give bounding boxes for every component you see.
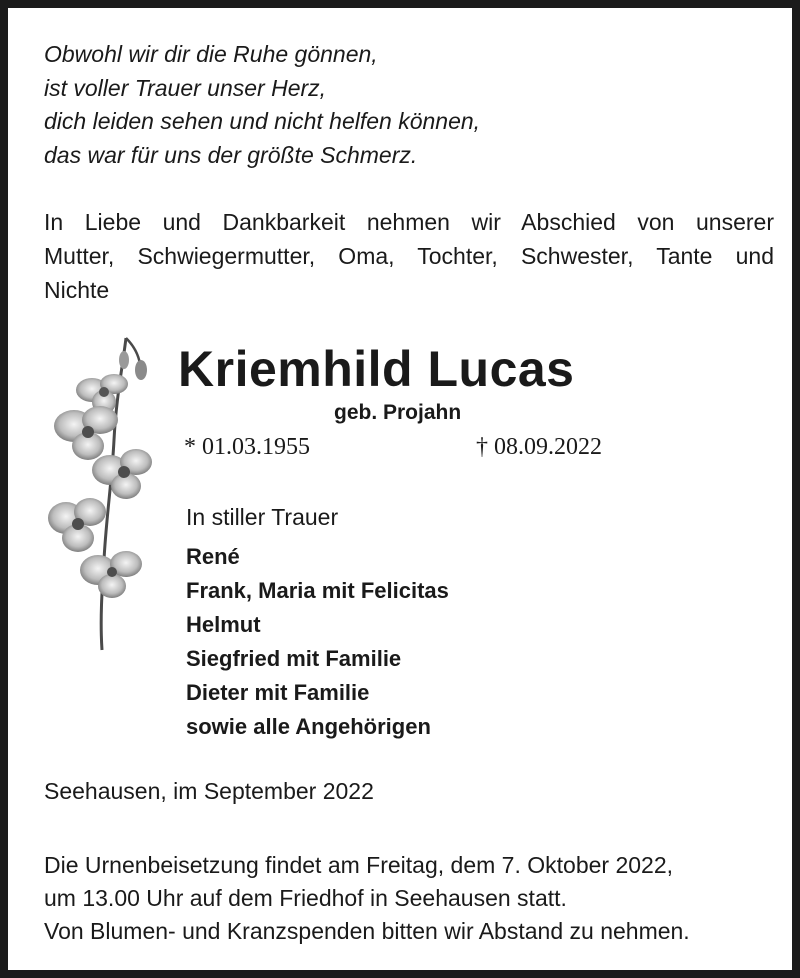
burial-line: um 13.00 Uhr auf dem Friedhof in Seehausen statt. [44,885,567,911]
poem-line: Obwohl wir dir die Ruhe gönnen, [44,41,378,67]
death-date: † 08.09.2022 [476,434,602,460]
farewell-line: In Liebe und Dankbarkeit nehmen wir Abschied von unserer [44,209,774,235]
mourner-name: René [186,544,240,569]
poem-line: ist voller Trauer unser Herz, [44,74,327,101]
mourner-name: Frank, Maria mit Felicitas [186,578,449,603]
farewell-line: Nichte [44,277,110,303]
poem-line: das war für uns der größte Schmerz. [44,141,418,168]
poem [44,38,480,172]
orchid-branch-icon [46,330,154,670]
mourner-name: Helmut [186,612,261,637]
burial-line: Von Blumen- und Kranzspenden bitten wir Abstand zu nehmen. [44,918,690,944]
place-date: Seehausen, im September 2022 [44,778,374,804]
farewell-text [44,205,774,307]
deceased-name: Kriemhild Lucas [178,341,575,397]
burial-line: Die Urnenbeisetzung findet am Freitag, dem 7. Oktober 2022, [44,852,674,878]
mourner-list [186,540,449,744]
mourner-name: sowie alle Angehörigen [186,714,431,739]
mourner-name: Dieter mit Familie [186,680,370,705]
birth-date: * 01.03.1955 [184,434,310,460]
farewell-line: Mutter, Schwiegermutter, Oma, Tochter, Schwester, Tante und [44,243,774,269]
mourning-lead: In stiller Trauer [186,504,339,530]
poem-line: dich leiden sehen und nicht helfen können, [44,108,481,134]
maiden-name: geb. Projahn [334,401,462,424]
mourner-name: Siegfried mit Familie [186,646,402,671]
burial-info [44,849,784,948]
